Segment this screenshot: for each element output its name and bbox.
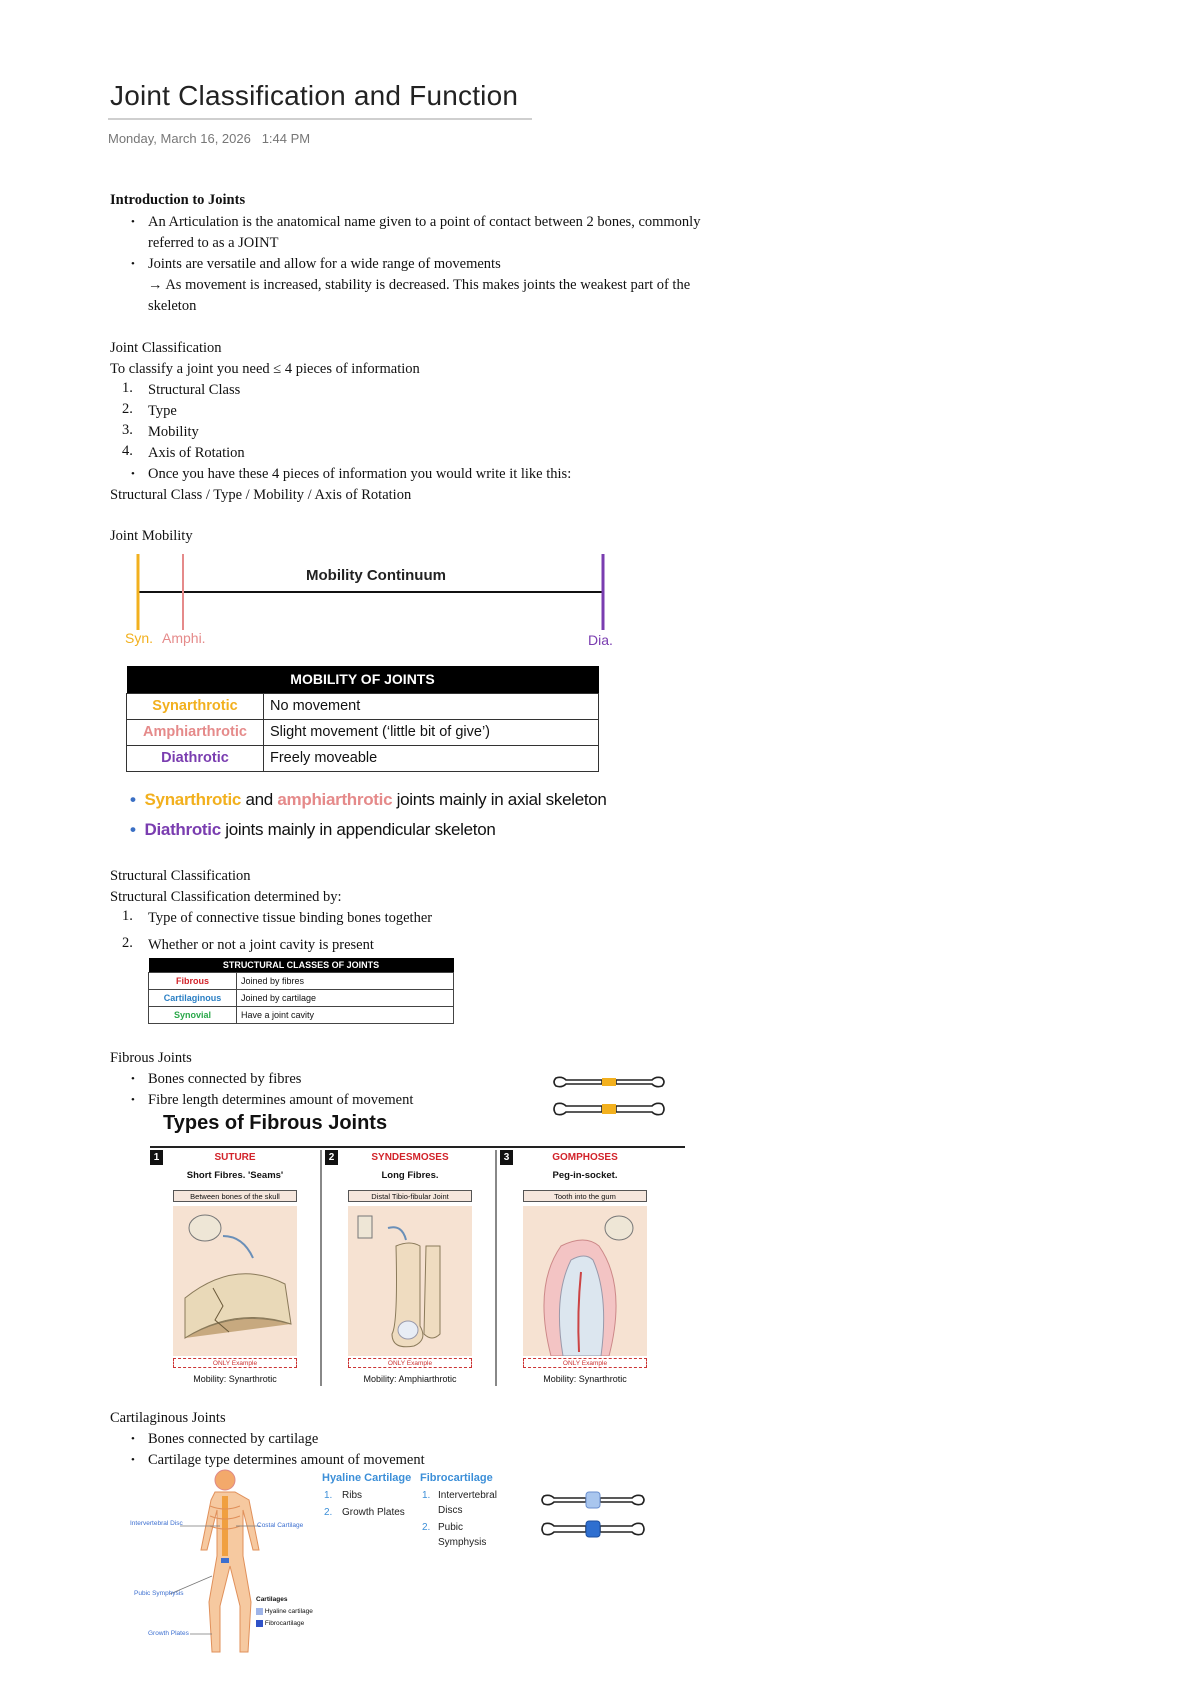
fibrous-bullet-1: • Bones connected by fibres (148, 1069, 301, 1090)
intro-bullet-1-cont: referred to as a JOINT (148, 235, 279, 251)
list-item: Type of connective tissue binding bones together (148, 910, 433, 926)
fibrous-col-suture (150, 1150, 320, 1386)
col-only-example: ONLY Example (523, 1358, 647, 1368)
classification-heading: Joint Classification (110, 340, 222, 356)
skull-suture-image (173, 1206, 297, 1356)
table-row (149, 1006, 454, 1023)
intro-sub-1: → As movement is increased, stability is decreased. This makes joints the weakest part of the (148, 277, 691, 293)
intro-sub-2: skeleton (148, 298, 197, 314)
fibro-item: Discs (438, 1505, 463, 1516)
col-tag: Tooth into the gum (523, 1190, 647, 1202)
col-number: 2 (325, 1150, 338, 1165)
classification-format: Structural Class / Type / Mobility / Axis of Rotation (110, 487, 412, 503)
note-syn: Synarthrotic (144, 790, 242, 809)
col-title: SUTURE (214, 1152, 256, 1163)
figure-divider (150, 1146, 685, 1148)
legend-hyaline (256, 1608, 313, 1615)
intro-heading: Introduction to Joints (110, 192, 246, 208)
col-tag: Distal Tibio-fibular Joint (348, 1190, 472, 1202)
col-only-example: ONLY Example (173, 1358, 297, 1368)
list-item: Axis of Rotation (148, 445, 245, 461)
cartilage-figure (120, 1466, 680, 1654)
mobility-table-title: MOBILITY OF JOINTS (127, 666, 599, 693)
table-cell: Amphiarthrotic (127, 719, 264, 745)
table-row (127, 745, 599, 771)
table-cell: Diathrotic (127, 745, 264, 771)
col-subtitle: Long Fibres. (381, 1170, 439, 1181)
table-cell: Slight movement (‘little bit of give’) (264, 719, 599, 745)
hyaline-title: Hyaline Cartilage (322, 1472, 412, 1484)
continuum-amphi-label: Amphi. (162, 630, 206, 646)
fibrous-col-gomphoses (500, 1150, 670, 1386)
table-cell: Freely moveable (264, 745, 599, 771)
continuum-dia-label: Dia. (588, 632, 613, 648)
column-divider (495, 1150, 497, 1386)
hyaline-num: 2. (324, 1507, 333, 1518)
tooth-gum-image (523, 1206, 647, 1356)
fibro-title: Fibrocartilage (420, 1472, 493, 1484)
note-dia: Diathrotic (144, 820, 221, 839)
structural-table (148, 958, 454, 1024)
table-cell: Fibrous (149, 972, 237, 989)
fibrous-types-title: Types of Fibrous Joints (163, 1112, 388, 1134)
column-divider (320, 1150, 322, 1386)
title-divider (108, 118, 532, 120)
fibrous-col-syndesmoses (325, 1150, 495, 1386)
col-mobility: Mobility: Synarthrotic (543, 1374, 627, 1384)
col-title: SYNDESMOSES (371, 1152, 449, 1163)
note-amphi: amphiarthrotic (277, 790, 393, 809)
classification-intro: To classify a joint you need ≤ 4 pieces of information (110, 361, 420, 377)
table-cell: Joined by fibres (237, 972, 454, 989)
table-row (127, 719, 599, 745)
hyaline-num: 1. (324, 1490, 333, 1501)
structural-table-title: STRUCTURAL CLASSES OF JOINTS (149, 958, 454, 972)
col-subtitle: Short Fibres. 'Seams' (186, 1170, 284, 1181)
list-item: Mobility (148, 424, 199, 440)
col-tag: Between bones of the skull (173, 1190, 297, 1202)
table-row (127, 693, 599, 719)
page-date: Monday, March 16, 2026 (108, 131, 251, 146)
fig-legend-title: Cartilages (256, 1596, 288, 1603)
fibro-item: Intervertebral (438, 1490, 497, 1501)
note-and: and (245, 790, 273, 809)
col-mobility: Mobility: Synarthrotic (193, 1374, 277, 1384)
hyaline-item: Growth Plates (342, 1507, 405, 1518)
col-only-example: ONLY Example (348, 1358, 472, 1368)
note-axial: joints mainly in axial skeleton (396, 790, 607, 809)
page-timestamp (108, 131, 310, 146)
fibro-num: 1. (422, 1490, 431, 1501)
table-cell: No movement (264, 693, 599, 719)
list-item: Structural Class (148, 382, 241, 398)
continuum-title: Mobility Continuum (306, 567, 446, 584)
fibro-item: Symphysis (438, 1537, 487, 1548)
table-row (149, 989, 454, 1006)
hyaline-item: Ribs (342, 1490, 363, 1501)
fibrous-heading: Fibrous Joints (110, 1050, 192, 1066)
list-number: 2. (122, 401, 133, 417)
mobility-table (126, 666, 599, 772)
fig-label: Fibrocartilage (264, 1620, 305, 1628)
structural-heading: Structural Classification (110, 868, 251, 884)
col-number: 1 (150, 1150, 163, 1165)
mobility-note-2: • Diathrotic joints mainly in appendicular skeleton (130, 820, 496, 839)
fig-label: Costal Cartilage (257, 1522, 304, 1529)
table-cell: Cartilaginous (149, 989, 237, 1006)
fig-label: Growth Plates (148, 1630, 189, 1637)
legend-fibro (256, 1620, 304, 1627)
tibiofibular-image (348, 1206, 472, 1356)
mobility-heading: Joint Mobility (110, 528, 193, 544)
cartilage-bone-illustration (538, 1488, 648, 1544)
fibrous-types-figure (150, 1112, 685, 1392)
list-number: 3. (122, 422, 133, 438)
table-row (149, 972, 454, 989)
fig-label: Hyaline cartilage (264, 1608, 313, 1616)
classification-bullet: • Once you have these 4 pieces of information you would write it like this: (148, 464, 571, 485)
page-time: 1:44 PM (261, 131, 311, 146)
col-mobility: Mobility: Amphiarthrotic (363, 1374, 457, 1384)
page-title: Joint Classification and Function (110, 80, 519, 111)
table-cell: Joined by cartilage (237, 989, 454, 1006)
fig-label: Pubic Symphysis (134, 1590, 184, 1597)
fibrous-bullet-2: • Fibre length determines amount of movement (148, 1090, 413, 1111)
intro-bullet-2: • Joints are versatile and allow for a wide range of movements (148, 254, 501, 275)
continuum-syn-label: Syn. (125, 630, 154, 646)
list-number: 1. (122, 908, 133, 924)
cartilaginous-bullet-1: • Bones connected by cartilage (148, 1429, 318, 1450)
list-item: Type (148, 403, 177, 419)
col-title: GOMPHOSES (552, 1152, 618, 1163)
mobility-continuum (120, 552, 620, 662)
mobility-note-1: • Synarthrotic and amphiarthrotic joints mainly in axial skeleton (130, 790, 607, 809)
table-cell: Synarthrotic (127, 693, 264, 719)
table-cell: Synovial (149, 1006, 237, 1023)
fig-label: Intervertebral Disc (130, 1520, 183, 1527)
col-subtitle: Peg-in-socket. (552, 1170, 618, 1181)
cartilaginous-bullet-2: • Cartilage type determines amount of movement (148, 1450, 425, 1471)
list-number: 2. (122, 935, 133, 951)
table-cell: Have a joint cavity (237, 1006, 454, 1023)
note-appendicular: joints mainly in appendicular skeleton (225, 820, 496, 839)
list-item: Whether or not a joint cavity is present (148, 937, 374, 953)
col-number: 3 (500, 1150, 513, 1165)
cartilaginous-heading: Cartilaginous Joints (110, 1410, 226, 1426)
fibro-item: Pubic (438, 1522, 464, 1533)
structural-intro: Structural Classification determined by: (110, 889, 342, 905)
list-number: 4. (122, 443, 133, 459)
list-number: 1. (122, 380, 133, 396)
intro-bullet-1: • An Articulation is the anatomical name given to a point of contact between 2 bones, commonly (148, 212, 700, 233)
fibro-num: 2. (422, 1522, 431, 1533)
